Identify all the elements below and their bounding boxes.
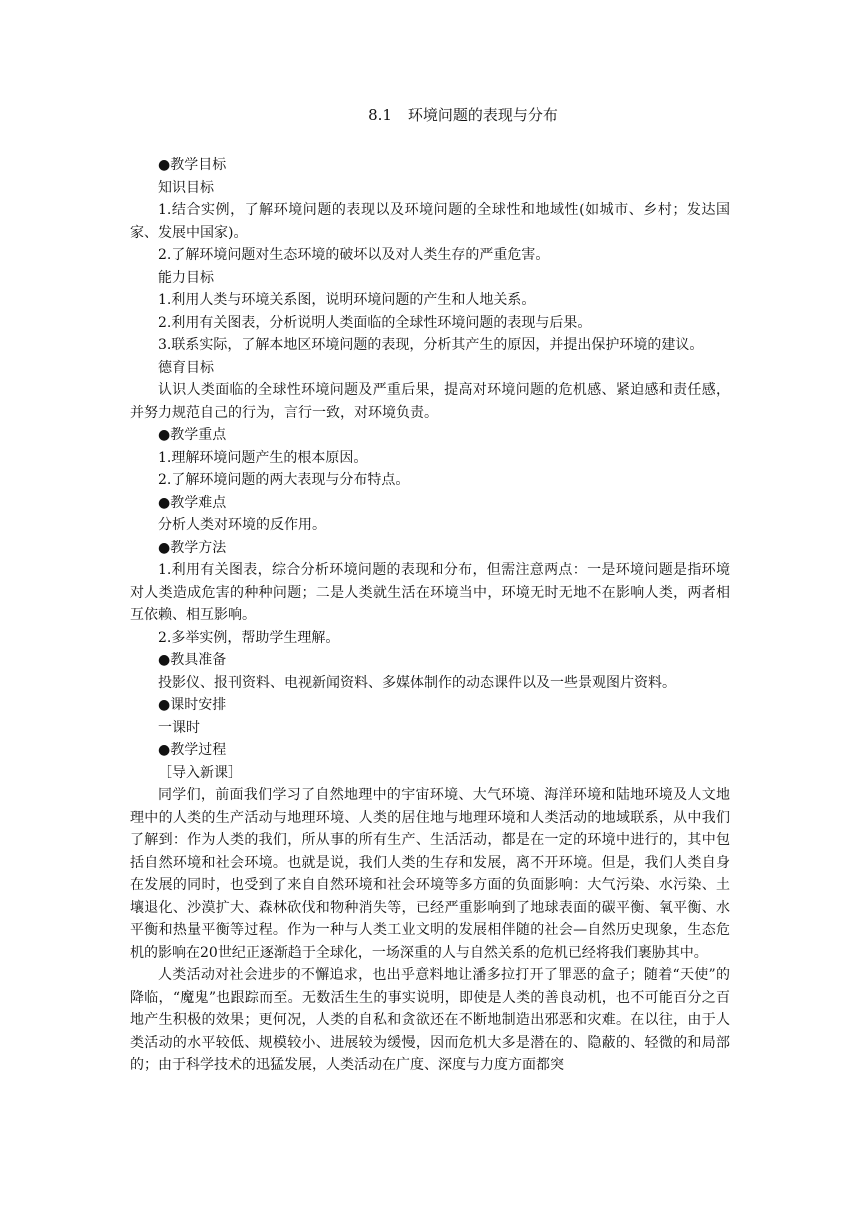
title-number: 8.1: [368, 106, 392, 124]
document-page: [130, 104, 730, 1077]
subheading-ability: 能力目标: [158, 269, 214, 286]
paragraph: 同学们，前面我们学习了自然地理中的宇宙环境、大气环境、海洋环境和陆地环境及人文地理中的人类的生产活动与地理环境、人类的居住地与地理环境和人类活动的地域联系，从中我们了解到：作为人类的我们，所从事的所有生产、生活活动，都是在一定的环境中进行的，其中包括自然环境和社会环境。也就是说，我们人类的生存和发展，离不开环境。但是，我们人类自身在发展的同时，也受到了来自自然环境和社会环境等多方面的负面影响：大气污染、水污染、土壤退化、沙漠扩大、森林砍伐和物种消失等，已经严重影响到了地球表面的碳平衡、氧平衡、水平衡和热量平衡等过程。作为一种与人类工业文明的发展相伴随的社会—自然历史现象，生态危机的影响在20世纪正逐渐趋于全球化，一场深重的人与自然关系的危机已经将我们裹胁其中。: [130, 787, 730, 961]
paragraph: 人类活动对社会进步的不懈追求，也出乎意料地让潘多拉打开了罪恶的盒子；随着“天使”的降临，“魔鬼”也跟踪而至。无数活生生的事实说明，即使是人类的善良动机，也不可能百分之百地产生积极的效果；更何况，人类的自私和贪欲还在不断地制造出邪恶和灾难。在以往，由于人类活动的水平较低、规模较小、进展较为缓慢，因而危机大多是潜在的、隐蔽的、轻微的和局部的；由于科学技术的迅猛发展，人类活动在广度、深度与力度方面都突: [130, 967, 730, 1073]
paragraph: 投影仪、报刊资料、电视新闻资料、多媒体制作的动态课件以及一些景观图片资料。: [158, 674, 676, 691]
paragraph: 分析人类对环境的反作用。: [158, 517, 326, 533]
section-heading-difficulties: ●教学难点: [158, 494, 227, 511]
subheading-intro: ［导入新课］: [158, 764, 242, 781]
section-heading-key-points: ●教学重点: [158, 427, 227, 443]
paragraph: 1.理解环境问题产生的根本原因。: [158, 449, 368, 466]
paragraph: 2.利用有关图表，分析说明人类面临的全球性环境问题的表现与后果。: [158, 314, 592, 331]
paragraph: 1.利用有关图表，综合分析环境问题的表现和分布，但需注意两点：一是环境问题是指环境对人类造成危害的种种问题；二是人类就生活在环境当中，环境无时无地不在影响人类，两者相互依赖、相互影响。: [130, 562, 730, 623]
paragraph: 认识人类面临的全球性环境问题及严重后果，提高对环境问题的危机感、紧迫感和责任感，并努力规范自己的行为，言行一致，对环境负责。: [130, 382, 730, 421]
section-heading-goals: ●教学目标: [158, 157, 227, 173]
paragraph: 1.利用人类与环境关系图，说明环境问题的产生和人地关系。: [158, 292, 536, 308]
section-heading-methods: ●教学方法: [158, 539, 227, 556]
paragraph: 一课时: [158, 719, 200, 736]
subheading-knowledge: 知识目标: [158, 179, 214, 196]
document-title: [130, 104, 730, 126]
paragraph: 2.多举实例，帮助学生理解。: [158, 629, 340, 646]
title-text: 环境问题的表现与分布: [407, 106, 558, 124]
section-heading-process: ●教学过程: [158, 742, 227, 758]
paragraph: 1.结合实例，了解环境问题的表现以及环境问题的全球性和地域性(如城市、乡村；发达国家、发展中国家)。: [130, 202, 730, 241]
section-heading-schedule: ●课时安排: [158, 697, 227, 713]
section-heading-materials: ●教具准备: [158, 652, 227, 668]
paragraph: 2.了解环境问题对生态环境的破坏以及对人类生存的严重危害。: [158, 247, 550, 263]
paragraph: 3.联系实际，了解本地区环境问题的表现，分析其产生的原因，并提出保护环境的建议。: [158, 337, 704, 353]
subheading-moral: 德育目标: [158, 359, 214, 376]
paragraph: 2.了解环境问题的两大表现与分布特点。: [158, 472, 410, 488]
